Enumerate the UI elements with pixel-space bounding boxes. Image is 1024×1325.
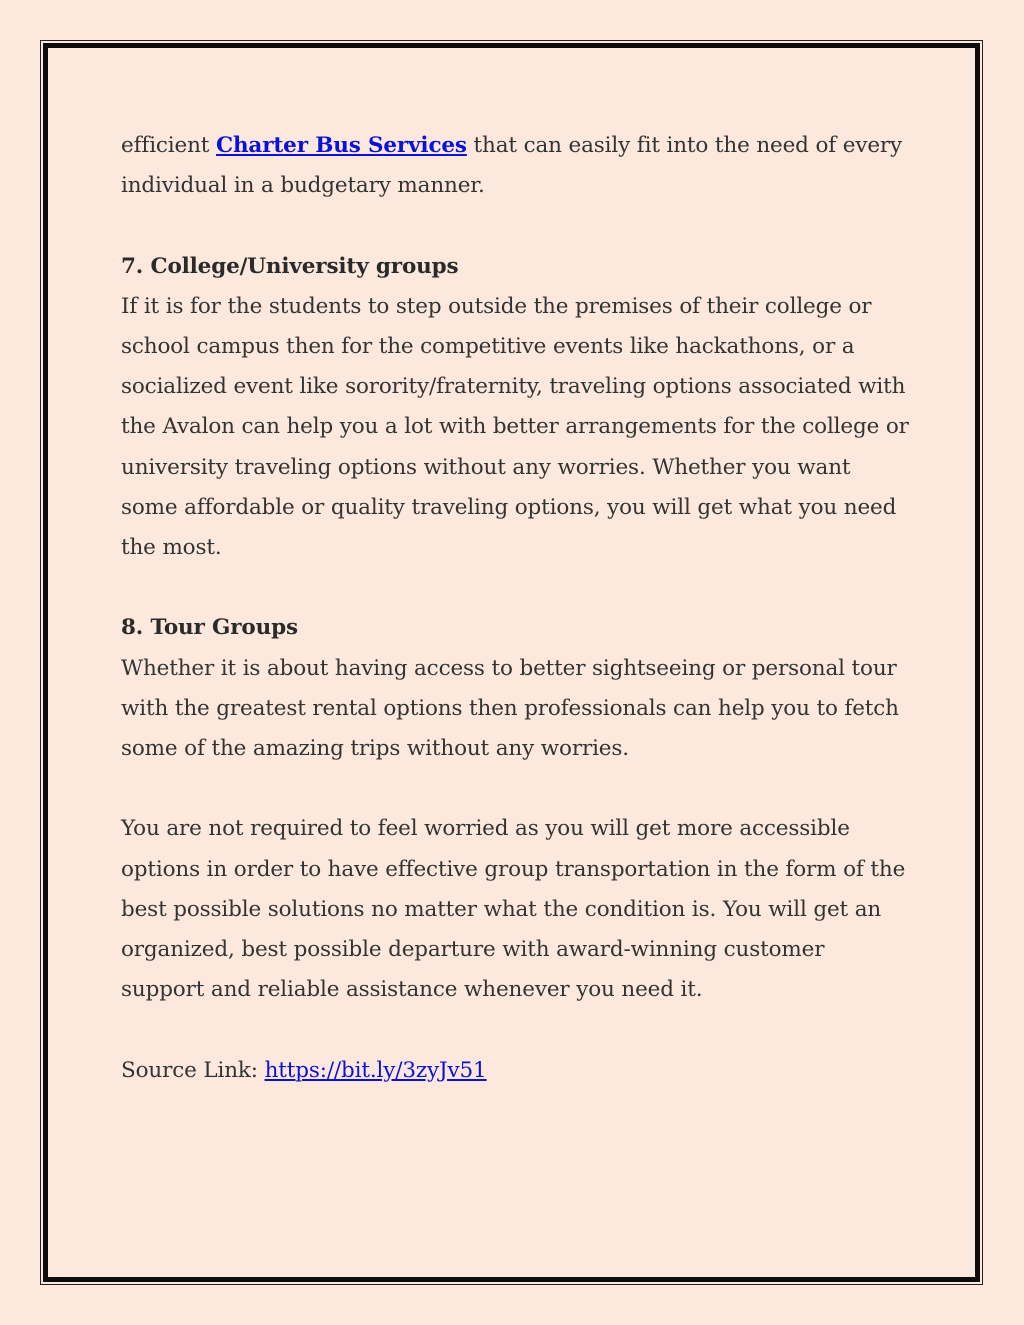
closing-paragraph: You are not required to feel worried as you will get more accessible options in order to have effective group transportation in the form of the best possible solutions no matter what the condition is. You will get an organized, best possible departure with award-winning customer support and reliable assistance whenever you need it. (121, 816, 906, 1003)
document-body (121, 126, 911, 1091)
section-body-tour: Whether it is about having access to better sightseeing or personal tour with the greatest rental options then professionals can help you to fetch some of the amazing trips without any worries. (121, 655, 899, 762)
intro-paragraph (121, 126, 911, 206)
source-line (121, 1051, 911, 1091)
charter-bus-services-link[interactable]: Charter Bus Services (215, 133, 467, 158)
section-body-college: If it is for the students to step outside the premises of their college or school campus then for the competitive events like hackathons, or a socialized event like sorority/fraternity, traveling options associated with the Avalon can help you a lot with better arrangements for the college or university traveling options without any worries. Whether you want some affordable or quality traveling options, you will get what you need the most. (121, 293, 909, 561)
spacer (121, 568, 911, 608)
spacer (121, 769, 911, 809)
spacer (121, 206, 911, 246)
intro-prefix: efficient (121, 133, 216, 158)
source-label: Source Link: (121, 1057, 265, 1083)
source-link[interactable]: https://bit.ly/3zyJv51 (264, 1057, 487, 1083)
section-heading-tour: 8. Tour Groups (121, 615, 298, 641)
section-heading-college: 7. College/University groups (121, 253, 459, 279)
spacer (121, 1010, 911, 1050)
intro-suffix: that can easily fit into the need of every individual in a budgetary manner. (121, 133, 903, 199)
